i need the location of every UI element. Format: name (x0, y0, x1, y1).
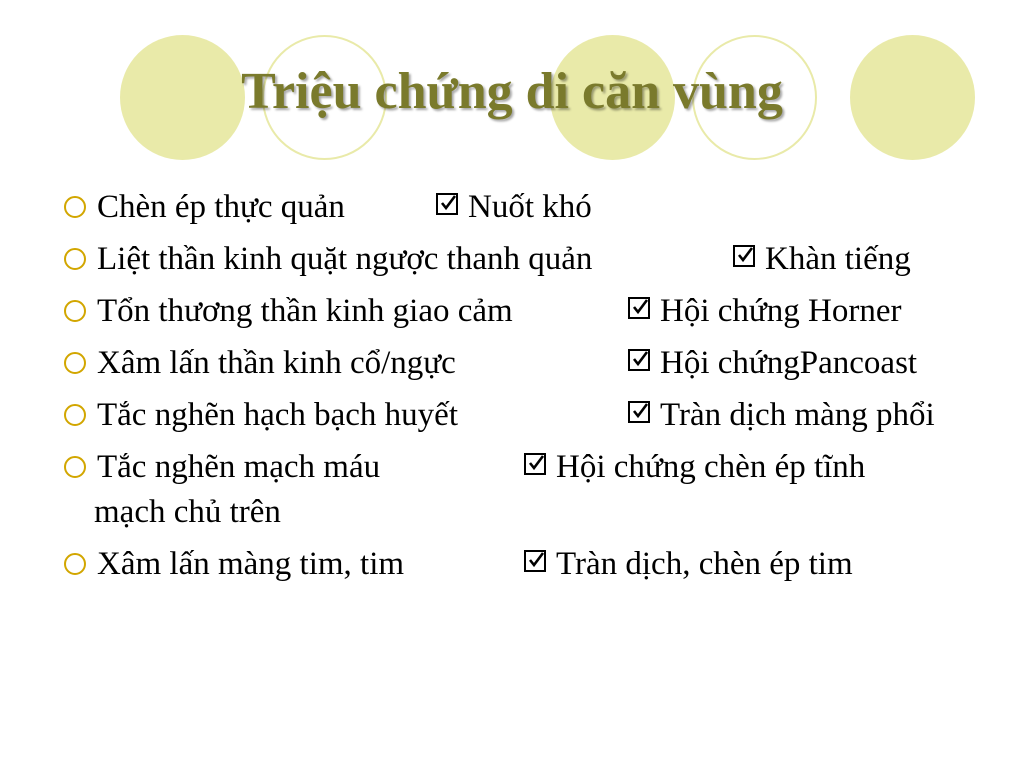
circle-bullet-icon (64, 553, 86, 575)
cause-text: Tắc nghẽn hạch bạch huyết (97, 397, 459, 433)
checked-box-icon (628, 401, 650, 423)
result-text: Khàn tiếng (765, 241, 911, 277)
result-text: Nuốt khó (468, 189, 592, 225)
circle-bullet-icon (64, 300, 86, 322)
result (628, 291, 902, 331)
checked-box-icon (524, 550, 546, 572)
checked-box-icon (524, 453, 546, 475)
result (524, 447, 865, 487)
cause-text: Chèn ép thực quản (97, 189, 345, 225)
result-text: Hội chứng chèn ép tĩnh (556, 449, 866, 485)
result (524, 544, 853, 584)
result-text: Tràn dịch màng phổi (660, 397, 935, 433)
result-text: Hội chứng Horner (660, 293, 902, 329)
cause-text: Tổn thương thần kinh giao cảm (97, 293, 513, 329)
result-text-continuation: mạch chủ trên (94, 494, 281, 530)
checked-box-icon (628, 297, 650, 319)
cause-text: Xâm lấn màng tim, tim (97, 546, 405, 582)
result-text: Tràn dịch, chèn ép tim (556, 546, 853, 582)
checked-box-icon (733, 245, 755, 267)
result (628, 343, 917, 383)
result (436, 187, 592, 227)
circle-bullet-icon (64, 248, 86, 270)
cause-text: Tắc nghẽn mạch máu (97, 449, 381, 485)
circle-bullet-icon (64, 456, 86, 478)
circle-bullet-icon (64, 352, 86, 374)
checked-box-icon (436, 193, 458, 215)
slide-title: Triệu chứng di căn vùng (241, 63, 783, 120)
cause-text: Xâm lấn thần kinh cổ/ngực (97, 345, 456, 381)
result (628, 395, 935, 435)
circle-bullet-icon (64, 404, 86, 426)
circle-bullet-icon (64, 196, 86, 218)
cause-text: Liệt thần kinh quặt ngược thanh quản (97, 241, 593, 277)
result-text: Hội chứngPancoast (660, 345, 918, 381)
checked-box-icon (628, 349, 650, 371)
result (733, 239, 911, 279)
